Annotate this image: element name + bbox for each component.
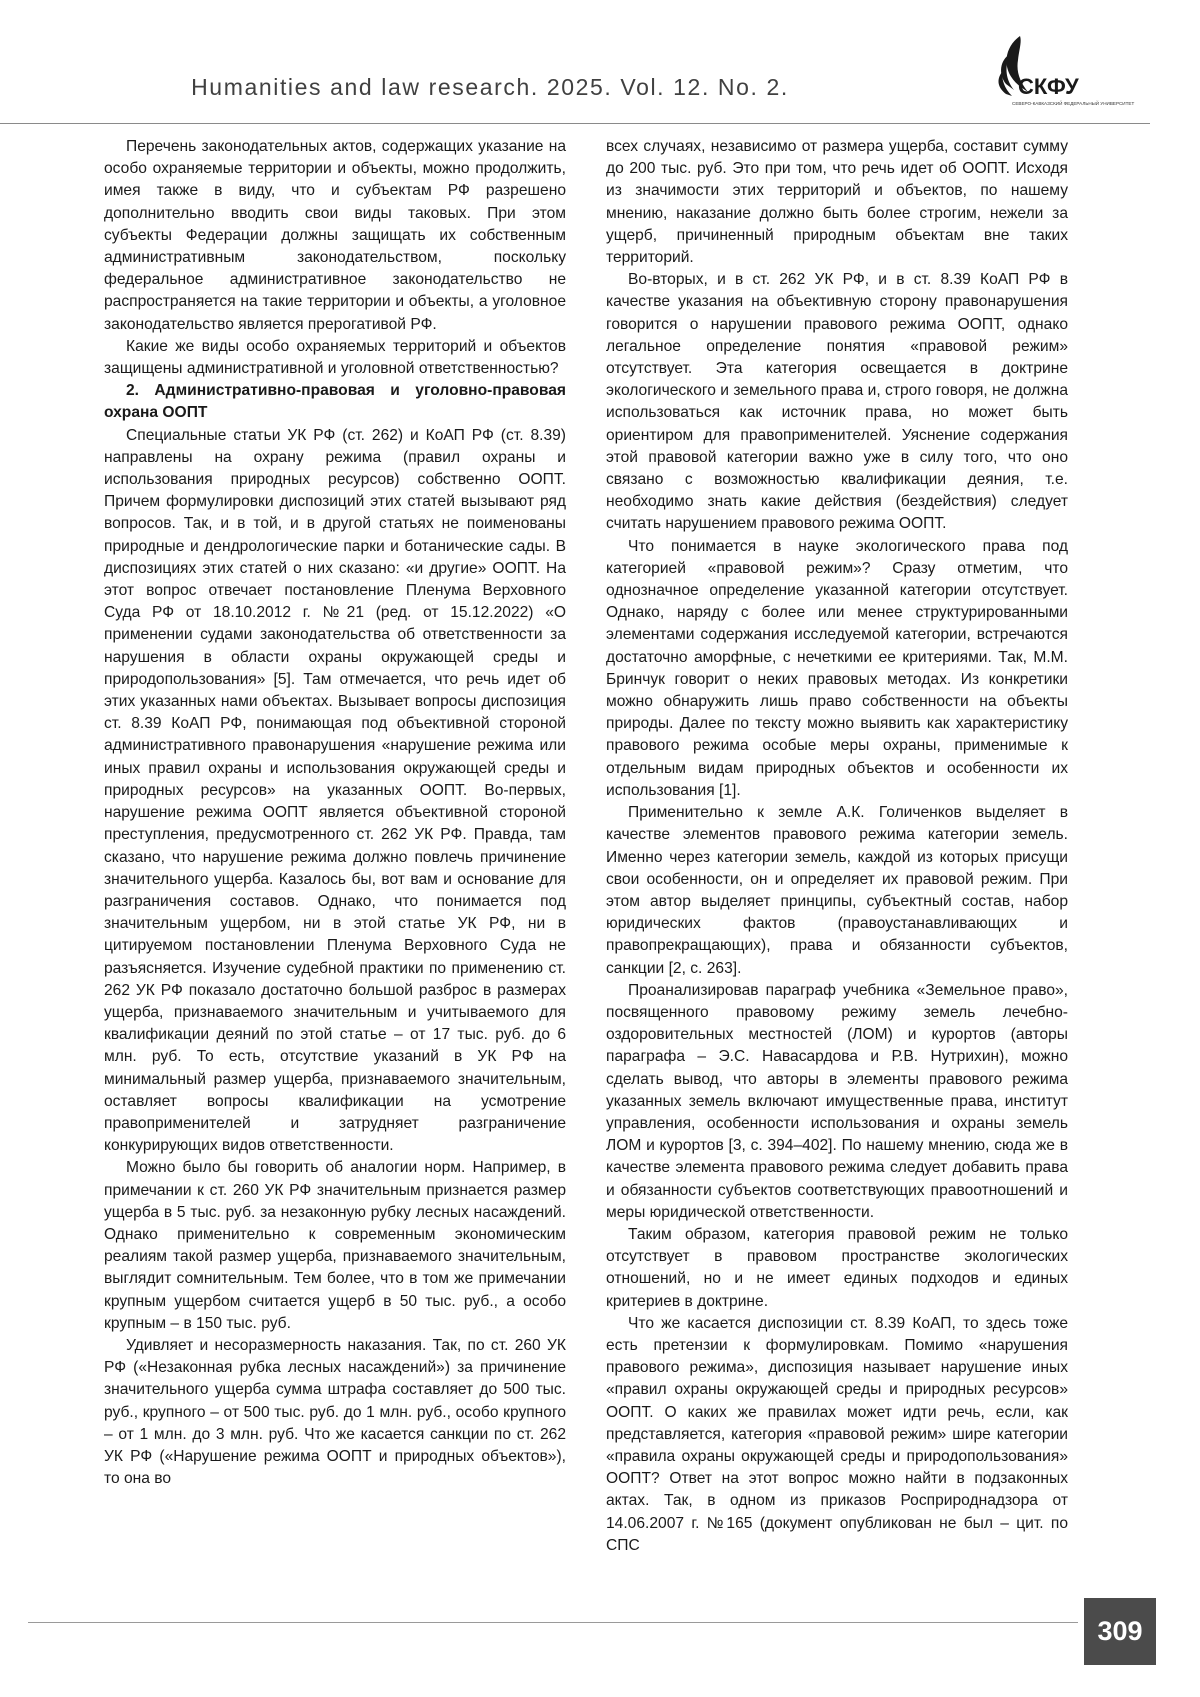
paragraph: Удивляет и несоразмерность наказания. Так, по ст. 260 УК РФ («Незаконная рубка лесных насаждений») за причинение значительного ущерба сумма штрафа составляет до 500 тыс. руб., крупного – от 500 тыс. руб. до 1 млн. руб., особо крупного – от 1 млн. до 3 млн. руб. Что же касается санкции по ст. 262 УК РФ («Нарушение режима ООПТ и природных объектов»), то она во	[104, 1336, 566, 1488]
page-number: 309	[1084, 1598, 1156, 1665]
logo-wordmark: СКФУ	[1018, 74, 1079, 99]
paragraph: Во-вторых, и в ст. 262 УК РФ, и в ст. 8.39 КоАП РФ в качестве указания на объективную сторону правонарушения говорится о нарушении правового режима ООПТ, однако легальное определение понятия «правовой режим» отсутствует. Эта категория освещается в доктрине экологического и земельного права и, строго говоря, не должна использоваться как источник права, но может быть ориентиром для правоприменителей. Уяснение содержания этой правовой категории важно уже в силу того, что оно связано с возможностью квалификации деяния, т.е. необходимо знать какие действия (бездействия) следует считать нарушением правового режима ООПТ.	[606, 271, 1068, 533]
paragraph: Специальные статьи УК РФ (ст. 262) и КоАП РФ (ст. 8.39) направлены на охрану режима (правил охраны и использования природных ресурсов) собственно ООПТ. Причем формулировки диспозиций этих статей вызывают ряд вопросов. Так, и в той, и в другой статьях не поименованы природные и дендрологические парки и ботанические сады. В диспозициях этих статей о них сказано: «и другие» ООПТ. На этот вопрос отвечает постановление Пленума Верховного Суда РФ от 18.10.2012 г. №21 (ред. от 15.12.2022) «О применении судами законодательства об ответственности за нарушения в области охраны окружающей среды и природопользования» [5]. Там отмечается, что речь идет об этих указанных нами объектах. Вызывает вопросы диспозиция ст. 8.39 КоАП РФ, понимающая под объективной стороной административного правонарушения «нарушение режима или иных правил охраны и использования окружающей среды и природных ресурсов» на указанных ООПТ. Во-первых, нарушение режима ООПТ является объективной стороной преступления, предусмотренного ст. 262 УК РФ. Правда, там сказано, что нарушение режима должно повлечь причинение значительного ущерба. Казалось бы, вот вам и основание для разграничения составов. Однако, что понимается под значительным ущербом, ни в этой статье УК РФ, ни в цитируемом постановлении Пленума Верховного Суда не разъясняется. Изучение судебной практики по применению ст. 262 УК РФ показало достаточно большой разброс в размерах ущерба, признаваемого значительным и учитываемого для квалификации деяний по этой статье – от 17 тыс. руб. до 6 млн. руб. То есть, отсутствие указаний в УК РФ на минимальный размер ущерба, признаваемого значительным, оставляет вопросы квалификации на усмотрение правоприменителей и затрудняет разграничение конкурирующих видов ответственности.	[104, 426, 566, 1155]
university-logo	[976, 32, 1135, 122]
header-divider	[0, 123, 1150, 124]
paragraph: Можно было бы говорить об аналогии норм. Например, в примечании к ст. 260 УК РФ значительным признается размер ущерба в 5 тыс. руб. за незаконную рубку лесных насаждений. Однако применительно к современным экономическим реалиям такой размер ущерба, признаваемого значительным, выглядит сомнительным. Тем более, что в том же примечании крупным ущербом считается ущерб в 50 тыс. руб., а особо крупным – в 150 тыс. руб.	[104, 1159, 566, 1332]
left-text-column	[104, 136, 566, 1490]
paragraph: Что понимается в науке экологического права под категорией «правовой режим»? Сразу отметим, что однозначное определение указанной категории отсутствует. Однако, наряду с более или менее структурированными элементами содержания исследуемой категории, встречаются достаточно аморфные, с нечеткими ее критериями. Так, М.М. Бринчук говорит о неких правовых методах. Из конкретики можно обнаружить лишь право собственности на объекты природы. Далее по тексту можно выявить как характеристику правового режима особые меры охраны, применимые к отдельным видам природных объектов и особенности их использования [1].	[606, 537, 1068, 799]
journal-running-title: Humanities and law research. 2025. Vol. 12. No. 2.	[191, 74, 789, 100]
paragraph: Проанализировав параграф учебника «Земельное право», посвященного правовому режиму земель лечебно-оздоровительных местностей (ЛОМ) и курортов (авторы параграфа – Э.С. Навасардова и Р.В. Нутрихин), можно сделать вывод, что авторы в элементы правового режима указанных земель включают имущественные права, институт управления, особенности использования и охраны земель ЛОМ и курортов [3, с. 394–402]. По нашему мнению, сюда же в качестве элемента правового режима следует добавить права и обязанности субъектов соответствующих правоотношений и меры юридической ответственности.	[606, 981, 1068, 1221]
right-text-column	[606, 136, 1068, 1557]
footer-divider	[28, 1622, 1078, 1623]
paragraph: Что же касается диспозиции ст. 8.39 КоАП, то здесь тоже есть претензии к формулировкам. Помимо «нарушения правового режима», диспозиция называет нарушение иных «правил охраны окружающей среды и природных ресурсов» ООПТ. О каких же правилах может идти речь, если, как представляется, категория «правовой режим» шире категории «правила охраны окружающей среды и природопользования» ООПТ? Ответ на этот вопрос можно найти в подзаконных актах. Так, в одном из приказов Росприроднадзора от 14.06.2007 г. №165 (документ опубликован не был – цит. по СПС	[606, 1314, 1068, 1554]
section-heading: 2. Административно-правовая и уголовно-правовая охрана ООПТ	[104, 382, 566, 422]
logo-subtitle: СЕВЕРО-КАВКАЗСКИЙ ФЕДЕРАЛЬНЫЙ УНИВЕРСИТЕТ	[1012, 101, 1135, 106]
paragraph-continuation: всех случаях, независимо от размера ущерба, составит сумму до 200 тыс. руб. Это при том, что речь идет об ООПТ. Исходя из значимости этих территорий и объектов, по нашему мнению, наказание должно быть более строгим, нежели за ущерб, причиненный природным объектам вне таких территорий.	[606, 138, 1068, 267]
paragraph: Таким образом, категория правовой режим не только отсутствует в правовом пространстве экологических отношений, но и не имеет единых подходов и единых критериев в доктрине.	[606, 1225, 1068, 1310]
paragraph: Применительно к земле А.К. Голиченков выделяет в качестве элементов правового режима категории земель. Именно через категории земель, каждой из которых присущи свои особенности, он и определяет их правовой режим. При этом автор выделяет принципы, субъектный состав, набор юридических фактов (правоустанавливающих и правопрекращающих), права и обязанности субъектов, санкции [2, с. 263].	[606, 804, 1068, 977]
paragraph: Перечень законодательных актов, содержащих указание на особо охраняемые территории и объекты, можно продолжить, имея также в виду, что и субъектам РФ разрешено дополнительно вводить свои виды таковых. При этом субъекты Федерации должны защищать их собственным административным законодательством, поскольку федеральное административное законодательство не распространяется на такие территории и объекты, а уголовное законодательство является прерогативой РФ.	[104, 138, 566, 333]
paragraph: Какие же виды особо охраняемых территорий и объектов защищены административной и уголовной ответственностью?	[104, 337, 566, 378]
